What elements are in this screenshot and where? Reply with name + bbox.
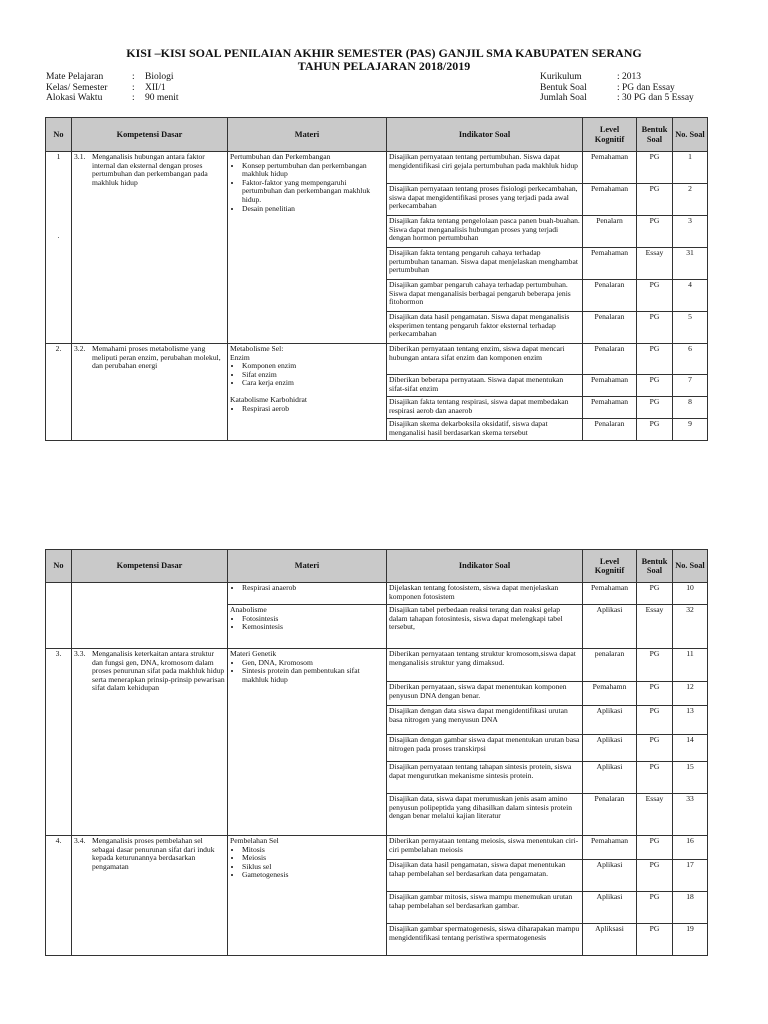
meta-value: Biologi: [145, 72, 174, 82]
meta-key: Jumlah Soal: [540, 93, 587, 103]
bentuk-cell: PG: [637, 924, 673, 956]
indikator-cell: Disajikan pernyataan tentang pertumbuhan. Siswa dapat mengidentifikasi ciri gejala pertumbuhan pada makhluk hidup: [387, 152, 583, 184]
meta-key: Bentuk Soal: [540, 82, 587, 93]
row-number: [46, 583, 72, 649]
meta-row: [46, 83, 179, 94]
meta-sep: :: [132, 82, 135, 93]
kd-number: 3.2.: [74, 344, 86, 353]
indikator-cell: Disajikan pernyataan tentang tahapan sintesis protein, siswa dapat mengurutkan mekanisme sintesis protein.: [387, 762, 583, 794]
col-header-kd: Kompetensi Dasar: [72, 550, 228, 583]
bentuk-cell: PG: [637, 860, 673, 892]
level-cell: Pemahaman: [583, 375, 637, 397]
kd-number: 3.4.: [74, 836, 86, 845]
nosoal-cell: 2: [673, 184, 708, 216]
bentuk-cell: PG: [637, 216, 673, 248]
materi-heading: Anabolisme: [230, 605, 267, 614]
col-header-indikator: Indikator Soal: [387, 550, 583, 583]
row-number: 2.: [46, 344, 72, 441]
bentuk-cell: PG: [637, 583, 673, 605]
materi-cell: [228, 583, 387, 605]
nosoal-cell: 33: [673, 794, 708, 836]
level-cell: Pemahaman: [583, 248, 637, 280]
table-row: [46, 583, 708, 605]
indikator-cell: Disajikan data hasil pengamatan. Siswa dapat menganalisis eksperimen tentang pengaruh faktor eksternal terhadap perkecambahan: [387, 312, 583, 344]
nosoal-cell: 17: [673, 860, 708, 892]
col-header-no: No: [46, 118, 72, 152]
nosoal-cell: 4: [673, 280, 708, 312]
bentuk-cell: PG: [637, 649, 673, 682]
col-header-level: Level Kognitif: [583, 118, 637, 152]
bentuk-cell: PG: [637, 892, 673, 924]
materi-cell: [228, 836, 387, 956]
kd-cell: [72, 836, 228, 956]
level-cell: Penalaran: [583, 419, 637, 441]
nosoal-cell: 14: [673, 735, 708, 762]
materi-heading: Materi Genetik: [230, 649, 277, 658]
kd-cell: [72, 344, 228, 441]
materi-cell: [228, 605, 387, 649]
kisi-table-1: [45, 117, 708, 441]
bentuk-cell: PG: [637, 419, 673, 441]
col-header-nosoal: No. Soal: [673, 550, 708, 583]
bentuk-cell: PG: [637, 706, 673, 735]
document-subtitle: TAHUN PELAJARAN 2018/2019: [297, 59, 471, 73]
meta-value: : 30 PG dan 5 Essay: [617, 93, 694, 103]
kd-text: Menganalisis hubungan antara faktor internal dan eksternal dengan proses pertumbuhan dan perkembangan pada makhluk hidup: [92, 152, 208, 187]
row-number: 1: [56, 152, 61, 161]
col-header-level: Level Kognitif: [583, 550, 637, 583]
materi-heading: Pembelahan Sel: [230, 836, 279, 845]
level-cell: Pemahaman: [583, 836, 637, 860]
bentuk-cell: Essay: [637, 248, 673, 280]
nosoal-cell: 6: [673, 344, 708, 375]
table-row: [46, 836, 708, 860]
materi-item: • Sifat enzim: [242, 371, 384, 380]
materi-item: • Respirasi anaerob: [242, 584, 384, 593]
level-cell: Aplikasi: [583, 605, 637, 649]
materi-item: • Desain penelitian: [242, 205, 384, 214]
nosoal-cell: 13: [673, 706, 708, 735]
level-cell: Aplikasi: [583, 706, 637, 735]
nosoal-cell: 3: [673, 216, 708, 248]
meta-key: Kelas/ Semester: [46, 82, 108, 93]
indikator-cell: Disajikan skema dekarboksila oksidatif, siswa dapat menganalisi hasil berdasarkan skema tersebut: [387, 419, 583, 441]
row-number: 4.: [46, 836, 72, 956]
nosoal-cell: 31: [673, 248, 708, 280]
meta-row: [540, 83, 694, 94]
materi-cell: [228, 649, 387, 836]
meta-row: [46, 93, 179, 104]
materi-item: • Cara kerja enzim: [242, 379, 384, 388]
col-header-materi: Materi: [228, 118, 387, 152]
nosoal-cell: 12: [673, 682, 708, 706]
table-header-row: [46, 550, 708, 583]
row-number-cell: [46, 152, 72, 344]
kd-number: 3.1.: [74, 152, 86, 161]
indikator-cell: Diberikan beberapa pernyataan. Siswa dapat menentukan sifat-sifat enzim: [387, 375, 583, 397]
indikator-cell: Diberikan pernyataan tentang struktur kromosom,siswa dapat menganalisis struktur yang dimaksud.: [387, 649, 583, 682]
level-cell: Pemahaman: [583, 152, 637, 184]
materi-cell: [228, 344, 387, 441]
level-cell: Aplikasi: [583, 762, 637, 794]
row-number: 3.: [46, 649, 72, 836]
meta-sep: :: [132, 93, 135, 103]
materi-item: • Siklus sel: [242, 863, 384, 872]
meta-key: Kurikulum: [540, 72, 582, 82]
nosoal-cell: 9: [673, 419, 708, 441]
nosoal-cell: 10: [673, 583, 708, 605]
bentuk-cell: PG: [637, 735, 673, 762]
nosoal-cell: 8: [673, 397, 708, 419]
meta-value: 90 menit: [145, 93, 179, 103]
col-header-indikator: Indikator Soal: [387, 118, 583, 152]
level-cell: Aplikasi: [583, 860, 637, 892]
kd-text: Menganalisis keterkaitan antara struktur dan fungsi gen, DNA, kromosom dalam proses penurunan sifat pada makhluk hidup serta menerapkan prinsip-prinsip pewarisan sifat dalam kehidupan: [92, 649, 225, 693]
bentuk-cell: PG: [637, 397, 673, 419]
materi-item: • Sintesis protein dan pembentukan sifat makhluk hidup: [242, 667, 384, 684]
indikator-cell: Disajikan gambar spermatogenesis, siswa diharapakan mampu mengidentifikasi tentang peristiwa spermatogenesis: [387, 924, 583, 956]
bentuk-cell: Essay: [637, 605, 673, 649]
col-header-nosoal: No. Soal: [673, 118, 708, 152]
nosoal-cell: 32: [673, 605, 708, 649]
nosoal-cell: 7: [673, 375, 708, 397]
materi-item: • Faktor-faktor yang mempengaruhi pertumbuhan dan perkembangan makhluk hidup.: [242, 179, 384, 205]
level-cell: Pemahamn: [583, 682, 637, 706]
level-cell: Pemahaman: [583, 397, 637, 419]
meta-value: XII/1: [145, 82, 166, 93]
materi-heading: Metabolisme Sel:: [230, 344, 284, 353]
materi-cell: [228, 152, 387, 344]
col-header-bentuk: Bentuk Soal: [637, 550, 673, 583]
nosoal-cell: 5: [673, 312, 708, 344]
meta-value: : PG dan Essay: [617, 82, 675, 93]
materi-item: • Kemosintesis: [242, 623, 384, 632]
nosoal-cell: 19: [673, 924, 708, 956]
kd-cell: [72, 152, 228, 344]
meta-row: [46, 72, 179, 83]
meta-left: [46, 72, 179, 104]
document-title: KISI –KISI SOAL PENILAIAN AKHIR SEMESTER (PAS) GANJIL SMA KABUPATEN SERANG: [126, 46, 642, 60]
nosoal-cell: 11: [673, 649, 708, 682]
level-cell: Aplikasi: [583, 735, 637, 762]
row-number-extra: .: [57, 230, 60, 240]
indikator-cell: Disajikan gambar mitosis, siswa mampu menemukan urutan tahap pembelahan sel berdasarkan gambar.: [387, 892, 583, 924]
materi-item: • Gen, DNA, Kromosom: [242, 659, 384, 668]
level-cell: Penalarn: [583, 216, 637, 248]
indikator-cell: Disajikan pernyataan tentang proses fisiologi perkecambahan, siswa dapat mengidentifikasi proses yang terjadi pada awal perkecambahan: [387, 184, 583, 216]
indikator-cell: Diberikan pernyataan, siswa dapat menentukan komponen penyusun DNA dengan benar.: [387, 682, 583, 706]
meta-row: [540, 93, 694, 104]
level-cell: Penalaran: [583, 280, 637, 312]
level-cell: penalaran: [583, 649, 637, 682]
indikator-cell: Disajikan fakta tentang pengaruh cahaya terhadap pertumbuhan tanaman. Siswa dapat menjelaskan menghambat pertumbuhan: [387, 248, 583, 280]
materi-item: • Meiosis: [242, 854, 384, 863]
col-header-no: No: [46, 550, 72, 583]
indikator-cell: Disajikan dengan gambar siswa dapat menentukan urutan basa nitrogen pada proses transkirpsi: [387, 735, 583, 762]
kd-number: 3.3.: [74, 649, 86, 658]
materi-item: • Gametogenesis: [242, 871, 384, 880]
level-cell: Penalaran: [583, 794, 637, 836]
level-cell: Penalaran: [583, 344, 637, 375]
col-header-bentuk: Bentuk Soal: [637, 118, 673, 152]
bentuk-cell: PG: [637, 375, 673, 397]
materi-heading: Katabolisme Karbohidrat: [230, 394, 307, 404]
indikator-cell: Disajikan gambar pengaruh cahaya terhadap pertumbuhan. Siswa dapat menganalisis berbagai pengaruh beberapa jenis fitohormon: [387, 280, 583, 312]
bentuk-cell: PG: [637, 152, 673, 184]
materi-item: • Fotosintesis: [242, 615, 384, 624]
level-cell: Apliksasi: [583, 924, 637, 956]
col-header-materi: Materi: [228, 550, 387, 583]
kisi-table-2: [45, 549, 708, 956]
table-row: [46, 344, 708, 375]
indikator-cell: Disajikan dengan data siswa dapat mengidentifikasi urutan basa nitrogen yang menyusun DNA: [387, 706, 583, 735]
indikator-cell: Diberikan pernyataan tentang enzim, siswa dapat mencari hubungan antara sifat enzim dan komponen enzim: [387, 344, 583, 375]
nosoal-cell: 15: [673, 762, 708, 794]
materi-heading: Pertumbuhan dan Perkembangan: [230, 152, 331, 161]
meta-right: [540, 72, 694, 104]
table-header-row: [46, 118, 708, 152]
meta-row: [540, 72, 694, 83]
kd-text: Menganalisis proses pembelahan sel sebagai dasar penurunan sifat dari induk kepada keturunannya berdasarkan pengamatan: [92, 836, 215, 871]
bentuk-cell: Essay: [637, 794, 673, 836]
materi-item: • Konsep pertumbuhan dan perkembangan makhluk hidup: [242, 162, 384, 179]
level-cell: Pemahaman: [583, 184, 637, 216]
level-cell: Penalaran: [583, 312, 637, 344]
bentuk-cell: PG: [637, 762, 673, 794]
kd-cell: [72, 649, 228, 836]
meta-key: Alokasi Waktu: [46, 93, 103, 103]
indikator-cell: Disajikan fakta tentang respirasi, siswa dapat membedakan respirasi aerob dan anaerob: [387, 397, 583, 419]
table-row: [46, 152, 708, 184]
nosoal-cell: 16: [673, 836, 708, 860]
meta-key: Mate Pelajaran: [46, 72, 104, 82]
indikator-cell: Disajikan data, siswa dapat merumuskan jenis asam amino penyusun polipeptida yang dihasilkan dalam sintesis protein dengan benar melalui kajian literatur: [387, 794, 583, 836]
indikator-cell: Dijelaskan tentang fotosistem, siswa dapat menjelaskan komponen fotosistem: [387, 583, 583, 605]
table-row: [46, 649, 708, 682]
materi-item: • Komponen enzim: [242, 362, 384, 371]
kd-cell: [72, 583, 228, 649]
bentuk-cell: PG: [637, 184, 673, 216]
indikator-cell: Diberikan pernyataan tentang meiosis, siswa menentukan ciri-ciri pembelahan meiosis: [387, 836, 583, 860]
indikator-cell: Disajikan tabel perbedaan reaksi terang dan reaksi gelap dalam tahapan fotosintesis, siswa dapat melengkapi tabel tersebut,: [387, 605, 583, 649]
bentuk-cell: PG: [637, 280, 673, 312]
meta-value: : 2013: [617, 72, 642, 82]
materi-item: • Mitosis: [242, 846, 384, 855]
nosoal-cell: 1: [673, 152, 708, 184]
level-cell: Pemahaman: [583, 583, 637, 605]
meta-sep: :: [132, 72, 135, 82]
bentuk-cell: PG: [637, 312, 673, 344]
col-header-kd: Kompetensi Dasar: [72, 118, 228, 152]
materi-item: • Respirasi aerob: [242, 405, 384, 414]
bentuk-cell: PG: [637, 682, 673, 706]
bentuk-cell: PG: [637, 836, 673, 860]
nosoal-cell: 18: [673, 892, 708, 924]
indikator-cell: Disajikan fakta tentang pengelolaan pasca panen buah-buahan. Siswa dapat menganalisis hubungan proses yang terjadi dengan hormon pertumbuhan: [387, 216, 583, 248]
level-cell: Aplikasi: [583, 892, 637, 924]
bentuk-cell: PG: [637, 344, 673, 375]
materi-subheading: Enzim: [230, 352, 250, 362]
indikator-cell: Disajikan data hasil pengamatan, siswa dapat menentukan tahap pembelahan sel berdasarkan data pengamatan.: [387, 860, 583, 892]
kd-text: Memahami proses metabolisme yang meliputi peran enzim, perubahan molekul, dan perubahan energi: [92, 344, 221, 371]
